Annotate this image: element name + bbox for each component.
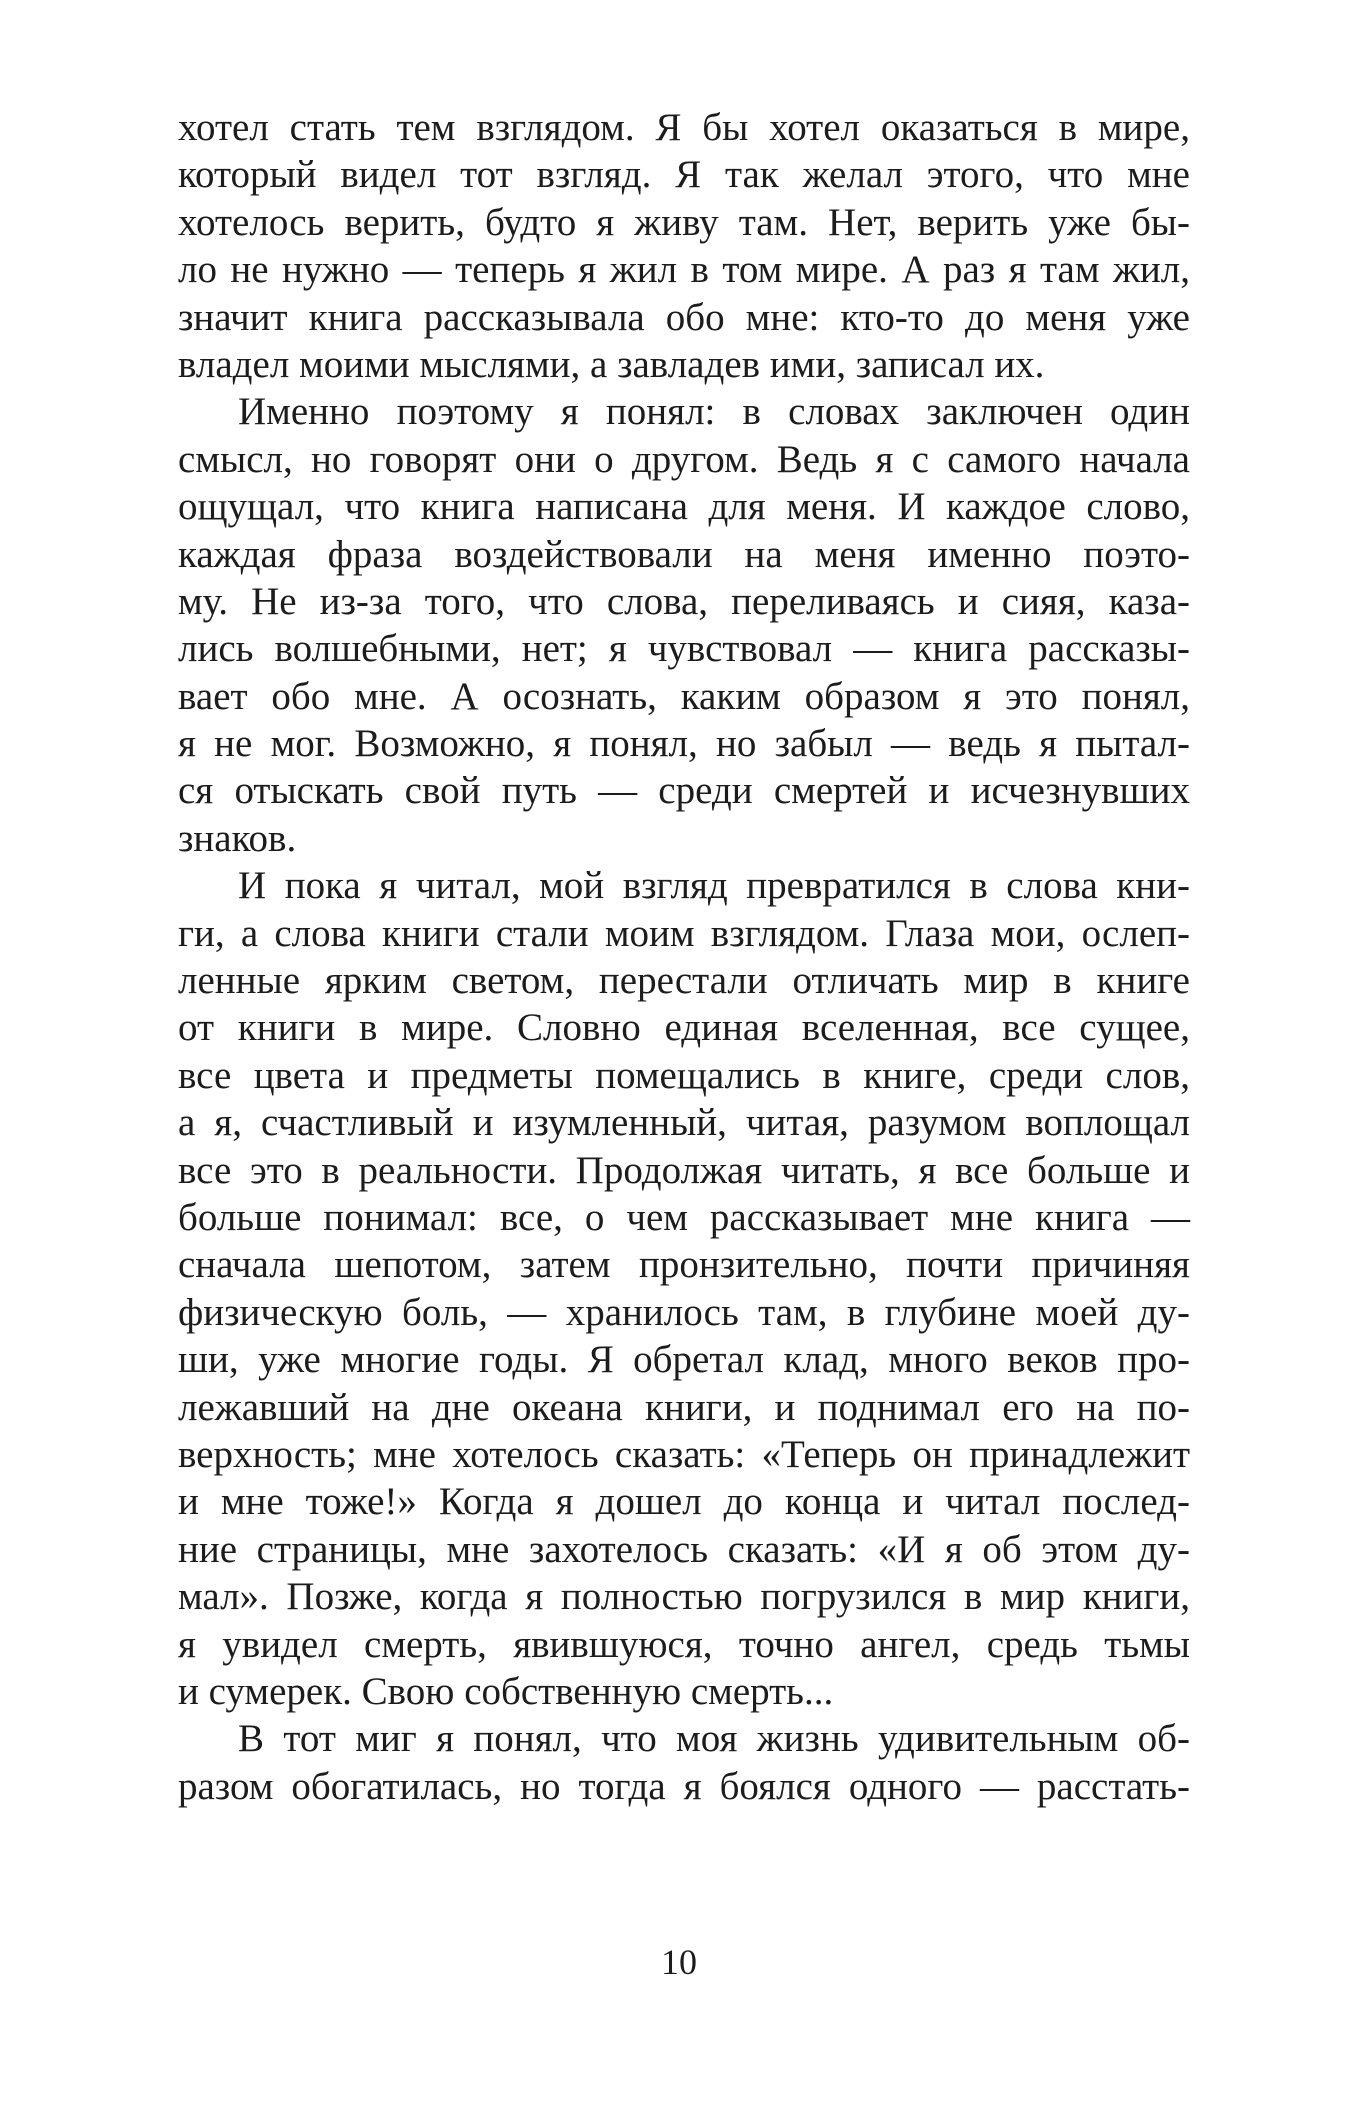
text-line: а я, счастливый и изумленный, читая, разумом воплощал	[178, 1101, 1190, 1145]
text-line: хотел стать тем взглядом. Я бы хотел оказаться в мире,	[178, 106, 1190, 149]
text-line: смысл, но говорят они о другом. Ведь я с самого начала	[178, 437, 1190, 481]
text-line: физическую боль, — хранилось там, в глубине моей ду-	[178, 1290, 1190, 1334]
text-line: от книги в мире. Словно единая вселенная, все сущее,	[178, 1006, 1190, 1050]
text-line: верхность; мне хотелось сказать: «Теперь он принадлежит	[178, 1432, 1190, 1476]
paragraph-1	[178, 104, 1190, 388]
paragraph-2	[178, 388, 1190, 862]
text-line: лись волшебными, нет; я чувствовал — книга рассказы-	[178, 627, 1190, 671]
text-line: все цвета и предметы помещались в книге, среди слов,	[178, 1053, 1190, 1097]
page-number: 10	[661, 1942, 697, 1982]
text-line: и сумерек. Свою собственную смерть...	[178, 1669, 834, 1713]
text-line: знаков.	[178, 816, 297, 860]
text-line: мал». Позже, когда я полностью погрузился в мир книги,	[178, 1575, 1190, 1619]
text-line: Именно поэтому я понял: в словах заключен один	[238, 390, 1190, 434]
text-line: я увидел смерть, явившуюся, точно ангел, средь тьмы	[178, 1622, 1190, 1666]
paragraph-4	[178, 1715, 1190, 1810]
text-line: ши, уже многие годы. Я обретал клад, много веков про-	[178, 1338, 1190, 1382]
text-line: значит книга рассказывала обо мне: кто-то до меня уже	[178, 295, 1190, 339]
text-line: вает обо мне. А осознать, каким образом я это понял,	[178, 674, 1190, 718]
text-line: И пока я читал, мой взгляд превратился в слова кни-	[238, 864, 1190, 908]
text-line: я не мог. Возможно, я понял, но забыл — ведь я пытал-	[178, 722, 1190, 766]
text-line: ощущал, что книга написана для меня. И каждое слово,	[178, 485, 1190, 529]
text-line: разом обогатилась, но тогда я боялся одного — расстать-	[178, 1764, 1190, 1808]
text-line: и мне тоже!» Когда я дошел до конца и читал послед-	[178, 1480, 1190, 1524]
text-line: больше понимал: все, о чем рассказывает мне книга —	[178, 1195, 1190, 1239]
text-line: все это в реальности. Продолжая читать, я все больше и	[178, 1148, 1190, 1192]
text-line: хотелось верить, будто я живу там. Нет, верить уже бы-	[178, 200, 1190, 244]
text-line: ние страницы, мне захотелось сказать: «И я об этом ду-	[178, 1527, 1190, 1571]
text-line: который видел тот взгляд. Я так желал этого, что мне	[178, 153, 1190, 197]
text-line: владел моими мыслями, а завладев ими, записал их.	[178, 342, 1045, 386]
text-line: сначала шепотом, затем пронзительно, почти причиняя	[178, 1243, 1190, 1287]
text-line: ги, а слова книги стали моим взглядом. Глаза мои, ослеп-	[178, 911, 1190, 955]
text-line: В тот миг я понял, что моя жизнь удивительным об-	[238, 1717, 1190, 1761]
body-text	[178, 104, 1190, 1810]
text-line: ся отыскать свой путь — среди смертей и исчезнувших	[178, 769, 1190, 813]
text-line: каждая фраза воздействовали на меня именно поэто-	[178, 532, 1190, 576]
text-line: ло не нужно — теперь я жил в том мире. А раз я там жил,	[178, 248, 1190, 292]
text-line: му. Не из-за того, что слова, переливаясь и сияя, каза-	[178, 579, 1190, 623]
text-line: ленные ярким светом, перестали отличать мир в книге	[178, 959, 1190, 1003]
text-line: лежавший на дне океана книги, и поднимал его на по-	[178, 1385, 1190, 1429]
paragraph-3	[178, 862, 1190, 1715]
